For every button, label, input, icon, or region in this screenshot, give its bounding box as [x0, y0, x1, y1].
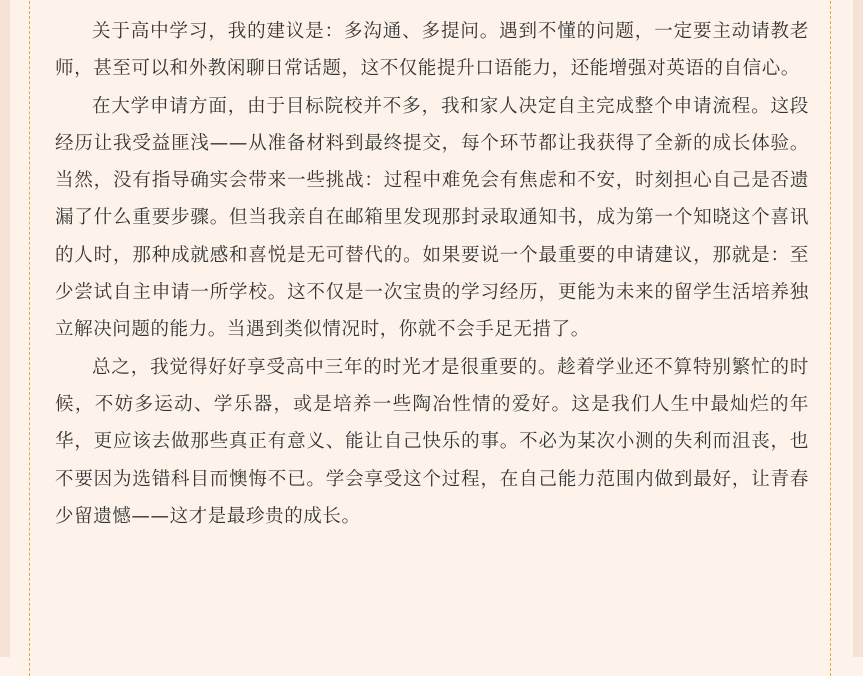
paragraph-conclusion: 总之，我觉得好好享受高中三年的时光才是很重要的。趁着学业还不算特别繁忙的时候，不妨多运动、学乐器，或是培养一些陶冶性情的爱好。这是我们人生中最灿烂的年华，更应该去做那些真正有意义、能让自己快乐的事。不必为某次小测的失利而沮丧，也不要因为选错科目而懊悔不已。学会享受这个过程，在自己能力范围内做到最好，让青春少留遗憾——这才是最珍贵的成长。 — [55, 356, 809, 527]
article-body — [55, 13, 809, 535]
paragraph-application-experience: 在大学申请方面，由于目标院校并不多，我和家人决定自主完成整个申请流程。这段经历让我受益匪浅——从准备材料到最终提交，每个环节都让我获得了全新的成长体验。当然，没有指导确实会带来一些挑战：过程中难免会有焦虑和不安，时刻担心自己是否遗漏了什么重要步骤。但当我亲自在邮箱里发现那封录取通知书，成为第一个知晓这个喜讯的人时，那种成就感和喜悦是无可替代的。如果要说一个最重要的申请建议，那就是：至少尝试自主申请一所学校。这不仅是一次宝贵的学习经历，更能为未来的留学生活培养独立解决问题的能力。当遇到类似情况时，你就不会手足无措了。 — [55, 95, 809, 341]
page-edge-left — [0, 0, 10, 657]
page-edge-right — [853, 0, 863, 657]
paragraph-study-advice: 关于高中学习，我的建议是：多沟通、多提问。遇到不懂的问题，一定要主动请教老师，甚至可以和外教闲聊日常话题，这不仅能提升口语能力，还能增强对英语的自信心。 — [55, 21, 809, 80]
